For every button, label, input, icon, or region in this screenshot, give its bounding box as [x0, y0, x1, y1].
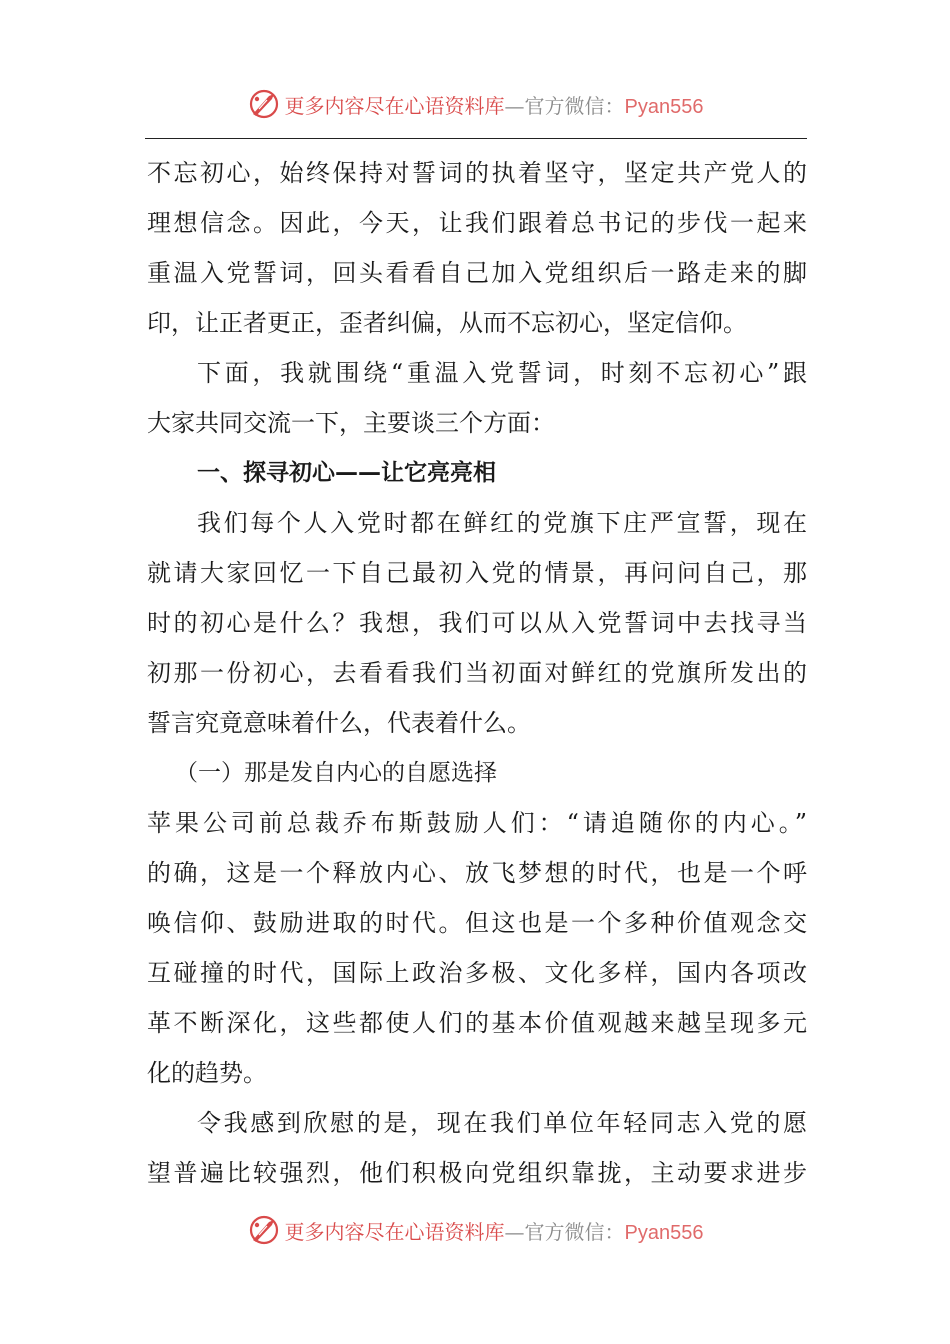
banner-dash: —: [504, 93, 525, 118]
text-line: 重温入党誓词，回头看看自己加入党组织后一路走来的脚: [147, 259, 807, 287]
header-banner: [0, 84, 950, 124]
banner-text: [285, 90, 704, 119]
text-line: 我们每个人入党时都在鲜红的党旗下庄严宣誓，现在: [197, 509, 807, 537]
text-line: 革不断深化，这些都使人们的基本价值观越来越呈现多元: [147, 1009, 807, 1037]
banner-site: 更多内容尽在心语资料库: [284, 1219, 505, 1244]
paragraph: [147, 798, 807, 1098]
text-line: 初那一份初心，去看看我们当初面对鲜红的党旗所发出的: [147, 659, 807, 687]
header-divider: [145, 138, 807, 139]
banner-account: Pyan556: [624, 1221, 704, 1244]
footer-banner-inner: [247, 1213, 704, 1247]
text-line: 就请大家回忆一下自己最初入党的情景，再问问自己，那: [147, 559, 807, 587]
quill-logo-icon: [247, 1213, 281, 1247]
banner-text: [285, 1216, 704, 1245]
banner-account: Pyan556: [624, 95, 704, 118]
text-line: 理想信念。因此，今天，让我们跟着总书记的步伐一起来: [147, 209, 807, 237]
text-line: 下面，我就围绕“重温入党誓词，时刻不忘初心”跟: [197, 359, 807, 387]
paragraph: [147, 1098, 807, 1198]
paragraph: [147, 148, 807, 348]
subsection-heading: （一）那是发自内心的自愿选择: [175, 760, 497, 786]
quill-logo-icon: [247, 87, 281, 121]
text-line: 大家共同交流一下，主要谈三个方面：: [147, 409, 555, 437]
text-line: 印，让正者更正，歪者纠偏，从而不忘初心，坚定信仰。: [147, 309, 747, 337]
paragraph: [147, 348, 807, 448]
text-line: 化的趋势。: [147, 1059, 267, 1087]
document-body: [147, 148, 807, 1198]
section-heading: 一、探寻初心——让它亮亮相: [197, 460, 496, 486]
text-line: 的确，这是一个释放内心、放飞梦想的时代，也是一个呼: [147, 859, 807, 887]
text-line: 时的初心是什么？我想，我们可以从入党誓词中去找寻当: [147, 609, 807, 637]
header-banner-inner: [247, 87, 704, 121]
banner-dash: —: [504, 1219, 525, 1244]
text-line: 不忘初心，始终保持对誓词的执着坚守，坚定共产党人的: [147, 159, 807, 187]
text-line: 望普遍比较强烈，他们积极向党组织靠拢，主动要求进步: [147, 1159, 807, 1187]
text-line: 互碰撞的时代，国际上政治多极、文化多样，国内各项改: [147, 959, 807, 987]
text-line: 苹果公司前总裁乔布斯鼓励人们：“请追随你的内心。”: [147, 809, 807, 837]
text-line: 誓言究竟意味着什么，代表着什么。: [147, 709, 531, 737]
text-line: 唤信仰、鼓励进取的时代。但这也是一个多种价值观念交: [147, 909, 807, 937]
paragraph: [147, 498, 807, 748]
banner-site: 更多内容尽在心语资料库: [284, 93, 505, 118]
footer-banner: [0, 1210, 950, 1250]
banner-label: 官方微信：: [524, 1219, 625, 1244]
banner-label: 官方微信：: [524, 93, 625, 118]
text-line: 令我感到欣慰的是，现在我们单位年轻同志入党的愿: [197, 1109, 807, 1137]
